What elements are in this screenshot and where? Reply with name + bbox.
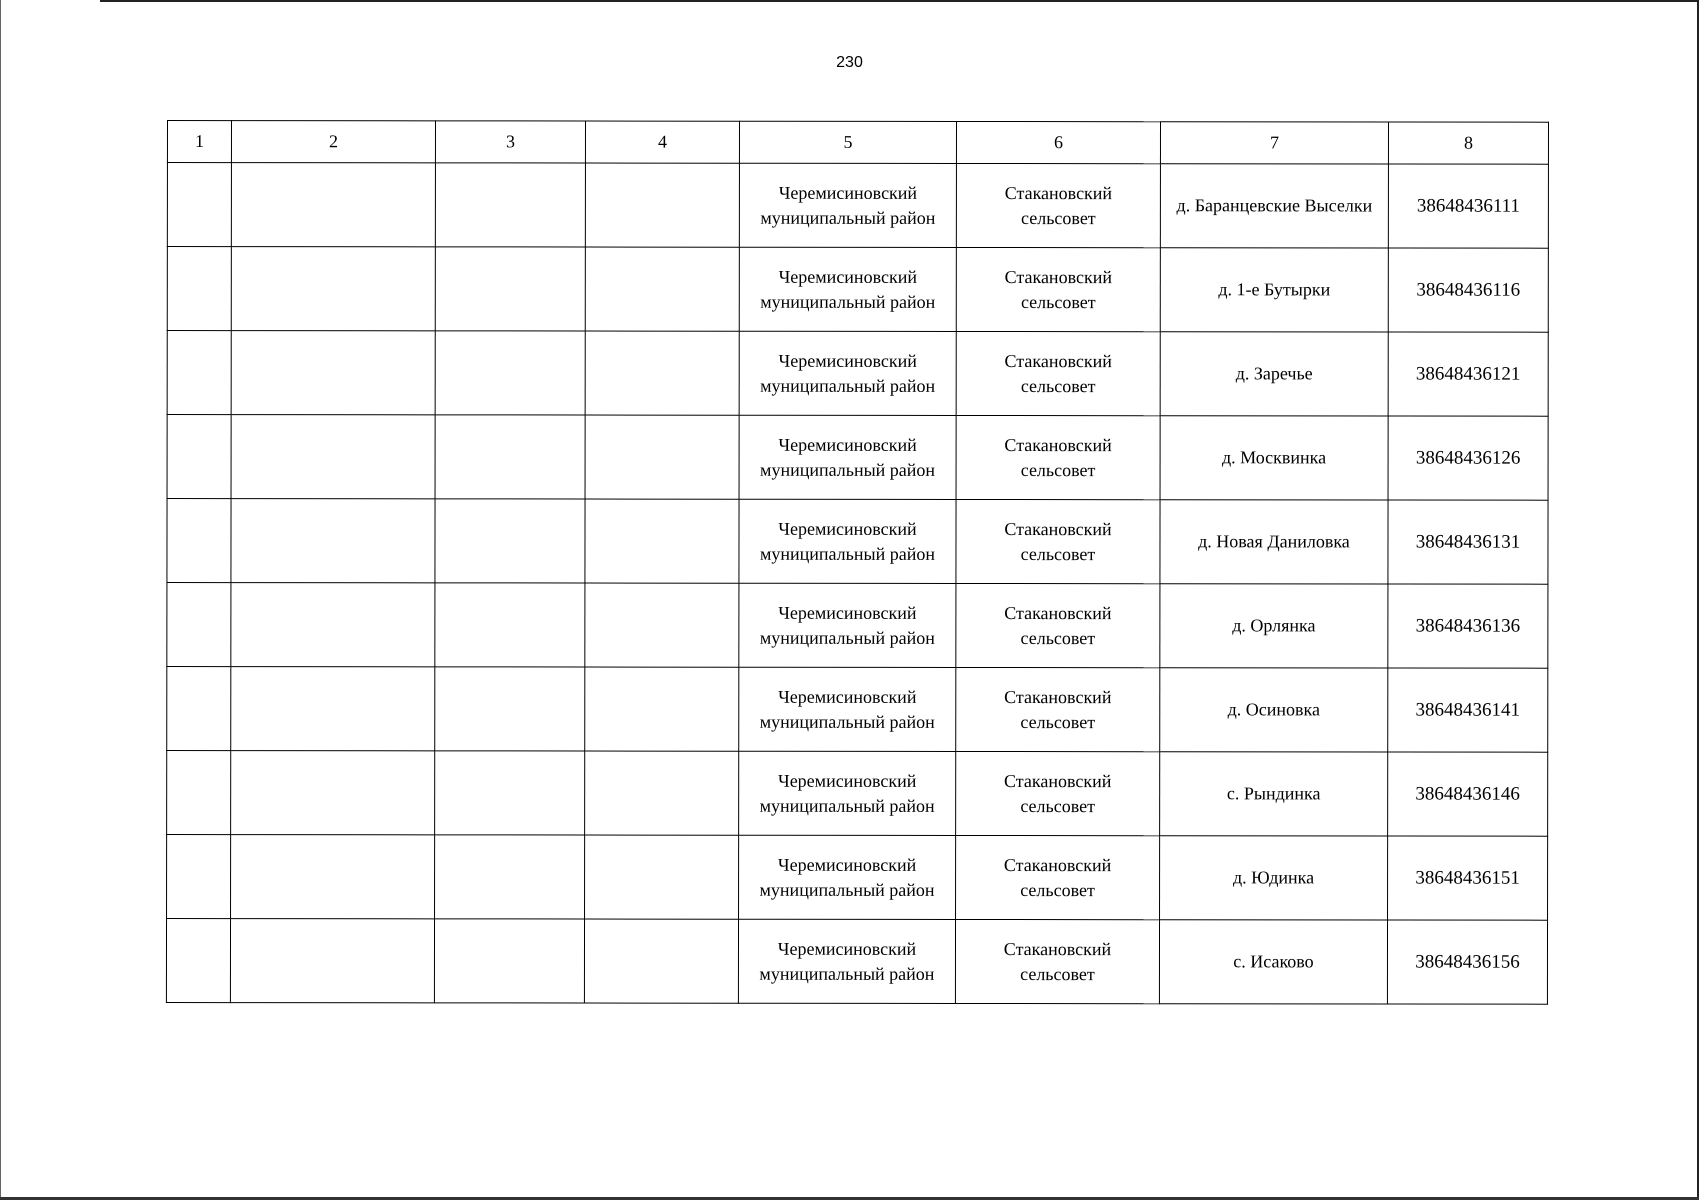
district-type: муниципальный район [759, 795, 935, 816]
column-header-7: 7 [1160, 122, 1388, 164]
settlement-cell: д. Орлянка [1160, 584, 1388, 668]
council-name: Стакановский [1004, 602, 1112, 623]
district-type: муниципальный район [759, 543, 935, 564]
empty-cell-col-3 [435, 499, 585, 583]
council-cell [956, 331, 1160, 415]
column-header-5: 5 [739, 121, 956, 163]
empty-cell-col-2 [231, 331, 435, 415]
oktmo-code-cell: 38648436156 [1387, 920, 1547, 1004]
council-name: Стакановский [1004, 266, 1112, 287]
district-cell [739, 835, 956, 919]
district-name: Черемисиновский [778, 434, 917, 455]
table-row [167, 247, 1548, 333]
settlement-cell: д. Юдинка [1160, 836, 1388, 920]
settlement-cell: д. Новая Даниловка [1160, 500, 1388, 584]
empty-cell-col-4 [585, 583, 739, 667]
council-cell [956, 751, 1160, 835]
table-row [167, 499, 1548, 585]
oktmo-code-cell: 38648436121 [1388, 332, 1548, 416]
column-header-1: 1 [167, 121, 231, 163]
empty-cell-col-1 [167, 331, 231, 415]
empty-cell-col-4 [585, 751, 739, 835]
oktmo-code-cell: 38648436141 [1388, 668, 1548, 752]
settlement-cell: д. 1-е Бутырки [1160, 248, 1388, 332]
district-cell [739, 751, 956, 835]
table-row [167, 415, 1548, 501]
settlement-cell: д. Москвинка [1160, 416, 1388, 500]
district-name: Черемисиновский [777, 938, 917, 959]
council-type: сельсовет [1020, 795, 1095, 816]
district-name: Черемисиновский [778, 518, 917, 539]
table-row [167, 751, 1548, 837]
district-type: муниципальный район [759, 963, 935, 984]
column-header-3: 3 [435, 121, 585, 163]
council-type: сельсовет [1020, 291, 1096, 312]
council-name: Стакановский [1003, 938, 1112, 959]
district-name: Черемисиновский [778, 182, 918, 203]
council-type: сельсовет [1020, 627, 1096, 648]
district-cell [739, 415, 956, 499]
page-number: 230 [836, 54, 863, 71]
oktmo-code-cell: 38648436151 [1388, 836, 1548, 920]
empty-cell-col-3 [435, 583, 585, 667]
council-type: сельсовет [1021, 207, 1096, 228]
council-cell [956, 835, 1160, 919]
empty-cell-col-1 [167, 751, 231, 835]
council-name: Стакановский [1004, 182, 1113, 203]
empty-cell-col-2 [230, 919, 434, 1003]
table-body [166, 163, 1548, 1005]
table-row [167, 667, 1548, 753]
council-name: Стакановский [1003, 854, 1112, 875]
district-name: Черемисиновский [778, 602, 917, 623]
empty-cell-col-2 [231, 583, 435, 667]
oktmo-code-cell: 38648436136 [1388, 584, 1548, 668]
scan-border-top [100, 0, 1699, 2]
empty-cell-col-3 [435, 163, 585, 247]
empty-cell-col-1 [167, 415, 231, 499]
settlement-cell: с. Рындинка [1160, 752, 1388, 836]
council-type: сельсовет [1020, 879, 1095, 900]
council-cell [956, 415, 1160, 499]
table-row [167, 163, 1548, 249]
empty-cell-col-2 [231, 499, 435, 583]
council-type: сельсовет [1020, 963, 1095, 984]
empty-cell-col-1 [167, 835, 231, 919]
empty-cell-col-4 [585, 415, 739, 499]
empty-cell-col-2 [231, 751, 435, 835]
empty-cell-col-1 [167, 667, 231, 751]
empty-cell-col-1 [166, 919, 230, 1003]
empty-cell-col-1 [167, 583, 231, 667]
empty-cell-col-4 [585, 667, 739, 751]
district-name: Черемисиновский [778, 686, 917, 707]
council-cell [956, 499, 1160, 583]
empty-cell-col-4 [584, 919, 738, 1003]
district-type: муниципальный район [760, 207, 936, 228]
council-cell [956, 667, 1160, 751]
scan-border-left [0, 0, 1, 1200]
council-type: сельсовет [1020, 375, 1096, 396]
oktmo-code-cell: 38648436126 [1388, 416, 1548, 500]
settlement-cell: д. Баранцевские Выселки [1160, 164, 1388, 248]
settlement-cell: д. Осиновка [1160, 668, 1388, 752]
empty-cell-col-3 [434, 919, 584, 1003]
header-row [167, 121, 1548, 165]
empty-cell-col-3 [435, 667, 585, 751]
empty-cell-col-4 [585, 331, 739, 415]
empty-cell-col-4 [585, 247, 739, 331]
district-type: муниципальный район [760, 291, 936, 312]
empty-cell-col-3 [435, 751, 585, 835]
district-type: муниципальный район [760, 459, 936, 480]
empty-cell-col-1 [167, 499, 231, 583]
column-header-6: 6 [956, 121, 1160, 163]
council-name: Стакановский [1004, 770, 1112, 791]
district-type: муниципальный район [759, 711, 935, 732]
oktmo-code-cell: 38648436146 [1388, 752, 1548, 836]
oktmo-code-cell: 38648436131 [1388, 500, 1548, 584]
district-type: муниципальный район [759, 879, 935, 900]
district-type: муниципальный район [760, 375, 936, 396]
oktmo-code-cell: 38648436116 [1388, 248, 1548, 332]
oktmo-code-cell: 38648436111 [1388, 164, 1548, 248]
council-name: Стакановский [1004, 434, 1112, 455]
district-type: муниципальный район [759, 627, 935, 648]
empty-cell-col-3 [435, 331, 585, 415]
table-row [166, 919, 1547, 1005]
empty-cell-col-3 [435, 835, 585, 919]
district-cell [739, 667, 956, 751]
table-row [167, 331, 1548, 417]
district-cell [739, 163, 956, 247]
empty-cell-col-2 [231, 247, 435, 331]
table-row [167, 583, 1548, 669]
council-type: сельсовет [1020, 543, 1096, 564]
district-name: Черемисиновский [778, 266, 917, 287]
empty-cell-col-2 [231, 835, 435, 919]
council-name: Стакановский [1004, 686, 1112, 707]
district-name: Черемисиновский [778, 350, 917, 371]
column-header-4: 4 [585, 121, 739, 163]
empty-cell-col-4 [585, 835, 739, 919]
empty-cell-col-1 [167, 163, 231, 247]
council-type: сельсовет [1020, 711, 1096, 732]
empty-cell-col-3 [435, 247, 585, 331]
council-cell [956, 163, 1160, 247]
table-row [167, 835, 1548, 921]
empty-cell-col-4 [585, 499, 739, 583]
empty-cell-col-4 [585, 163, 739, 247]
empty-cell-col-2 [231, 163, 435, 247]
district-name: Черемисиновский [777, 854, 917, 875]
district-cell [739, 499, 956, 583]
empty-cell-col-1 [167, 247, 231, 331]
empty-cell-col-3 [435, 415, 585, 499]
council-cell [955, 919, 1159, 1003]
council-name: Стакановский [1004, 518, 1112, 539]
settlements-table [166, 120, 1549, 1005]
district-cell [739, 247, 956, 331]
council-name: Стакановский [1004, 350, 1112, 371]
council-cell [956, 583, 1160, 667]
column-header-8: 8 [1388, 122, 1548, 164]
empty-cell-col-2 [231, 667, 435, 751]
district-cell [739, 331, 956, 415]
district-cell [738, 919, 955, 1003]
council-type: сельсовет [1020, 459, 1096, 480]
district-name: Черемисиновский [777, 770, 917, 791]
empty-cell-col-2 [231, 415, 435, 499]
council-cell [956, 247, 1160, 331]
settlement-cell: с. Исаково [1159, 920, 1387, 1004]
column-header-2: 2 [231, 121, 435, 163]
settlement-cell: д. Заречье [1160, 332, 1388, 416]
district-cell [739, 583, 956, 667]
